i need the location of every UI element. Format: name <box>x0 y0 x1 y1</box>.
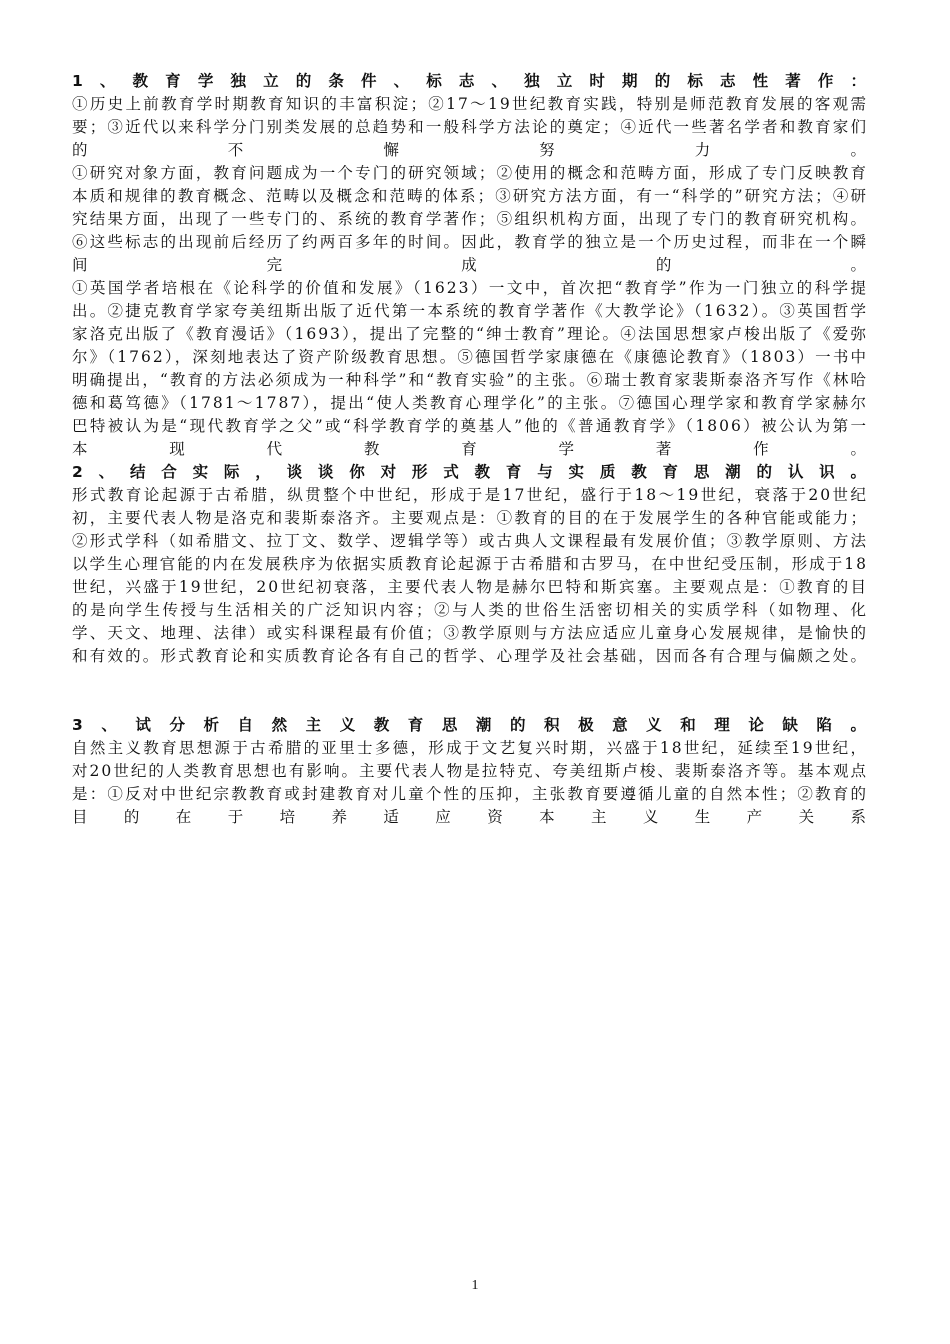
section-3-body: 自然主义教育思想源于古希腊的亚里士多德，形成于文艺复兴时期，兴盛于18世纪，延续至19世纪，对20世纪的人类教育思想也有影响。主要代表人物是拉特克、夸美纽斯卢梭、裴斯泰洛齐等。基本观点是：①反对中世纪宗教教育或封建教育对儿童个性的压抑，主张教育要遵循儿童的自然本性；②教育的目的在于培养适应资本主义生产关系 <box>72 739 868 826</box>
section-spacer <box>72 668 868 714</box>
section-2-body: 形式教育论起源于古希腊，纵贯整个中世纪，形成于是17世纪，盛行于18～19世纪，衰落于20世纪初，主要代表人物是洛克和裴斯泰洛齐。主要观点是：①教育的目的在于发展学生的各种官能或能力；②形式学科（如希腊文、拉丁文、数学、逻辑学等）或古典人文课程最有发展价值；③教学原则、方法以学生心理官能的内在发展秩序为依据实质教育论起源于古希腊和古罗马，在中世纪受压制，形成于18世纪，兴盛于19世纪，20世纪初衰落，主要代表人物是赫尔巴特和斯宾塞。主要观点是：①教育的目的是向学生传授与生活相关的广泛知识内容；②与人类的世俗生活密切相关的实质学科（如物理、化学、天文、地理、法律）或实科课程最有价值；③教学原则与方法应适应儿童身心发展规律，是愉快的和有效的。形式教育论和实质教育论各有自己的哲学、心理学及社会基础，因而各有合理与偏颇之处。 <box>72 486 868 665</box>
section-1-conditions: ①历史上前教育学时期教育知识的丰富积淀；②17～19世纪教育实践，特别是师范教育发展的客观需要；③近代以来科学分门别类发展的总趋势和一般科学方法论的奠定；④近代一些著名学者和教育家们的不懈努力。 <box>72 95 868 159</box>
section-3-title: 3、试分析自然主义教育思潮的积极意义和理论缺陷。 <box>72 716 868 734</box>
section-1-marks: ①研究对象方面，教育问题成为一个专门的研究领域；②使用的概念和范畴方面，形成了专门反映教育本质和规律的教育概念、范畴以及概念和范畴的体系；③研究方法方面，有一“科学的”研究方法；④研究结果方面，出现了一些专门的、系统的教育学著作；⑤组织机构方面，出现了专门的教育研究机构。⑥这些标志的出现前后经历了约两百多年的时间。因此，教育学的独立是一个历史过程，而非在一个瞬间完成的。 <box>72 164 868 274</box>
document-page <box>72 70 868 829</box>
section-1-works: ①英国学者培根在《论科学的价值和发展》（1623）一文中，首次把“教育学”作为一门独立的科学提出。②捷克教育学家夸美纽斯出版了近代第一本系统的教育学著作《大教学论》（1632）。③英国哲学家洛克出版了《教育漫话》（1693），提出了完整的“绅士教育”理论。④法国思想家卢梭出版了《爱弥尔》（1762），深刻地表达了资产阶级教育思想。⑤德国哲学家康德在《康德论教育》（1803）一书中明确提出，“教育的方法必须成为一种科学”和“教育实验”的主张。⑥瑞士教育家裴斯泰洛齐写作《林哈德和葛笃德》（1781～1787），提出“使人类教育心理学化”的主张。⑦德国心理学家和教育学家赫尔巴特被认为是“现代教育学之父”或“科学教育学的奠基人”他的《普通教育学》（1806）被公认为第一本现代教育学著作。 <box>72 279 868 458</box>
section-2-title: 2、结合实际，谈谈你对形式教育与实质教育思潮的认识。 <box>72 463 868 481</box>
section-1-title: 1、教育学独立的条件、标志、独立时期的标志性著作： <box>72 72 868 90</box>
page-number: 1 <box>471 1278 479 1293</box>
